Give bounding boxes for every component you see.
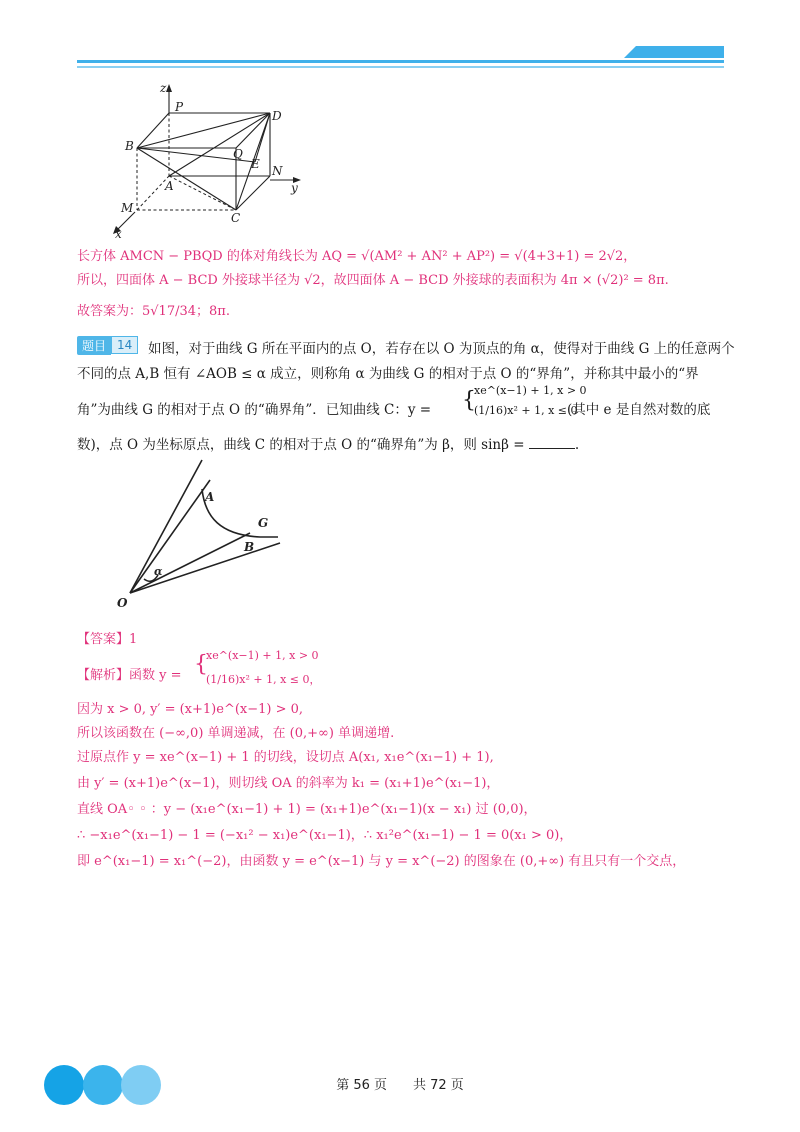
problem-number: 14 bbox=[111, 336, 138, 354]
problem-line-1: 如图，对于曲线 G 所在平面内的点 O，若存在以 O 为顶点的角 α，使得对于曲线 G 上的任意两个 bbox=[148, 341, 735, 357]
analysis-case-2: (1/16)x² + 1, x ≤ 0， bbox=[206, 673, 321, 686]
svg-text:C: C bbox=[231, 211, 241, 225]
cuboid-figure bbox=[105, 80, 320, 240]
solution-line-3: 故答案为：5√17/34；8π. bbox=[77, 304, 230, 319]
svg-text:Q: Q bbox=[233, 147, 243, 161]
problem-line-4: 数)，点 O 为坐标原点，曲线 C 的相对于点 O 的“确界角”为 β，则 sinβ = . bbox=[77, 437, 580, 453]
problem-line-4-text: 数)，点 O 为坐标原点，曲线 C 的相对于点 O 的“确界角”为 β，则 sinβ = bbox=[77, 437, 525, 453]
analysis-label: 【解析】 bbox=[77, 668, 130, 683]
angle-figure bbox=[110, 455, 300, 610]
analysis-case-1: xe^(x−1) + 1, x > 0 bbox=[206, 649, 319, 662]
svg-text:z: z bbox=[160, 81, 167, 95]
analysis-line-5: 直线 OA◦ ◦ ：y − (x₁e^(x₁−1) + 1) = (x₁+1)e^(x₁−1)(x − x₁) 过 (0,0)， bbox=[77, 802, 537, 817]
problem-line-3a: 角”为曲线 G 的相对于点 O 的“确界角”．已知曲线 C：y = bbox=[77, 402, 432, 418]
analysis-line-1: 因为 x > 0, y′ = (x+1)e^(x−1) > 0, bbox=[77, 702, 304, 717]
analysis-line-3: 过原点作 y = xe^(x−1) + 1 的切线，设切点 A(x₁, x₁e^(x₁−1) + 1), bbox=[77, 750, 494, 765]
analysis-line-4: 由 y′ = (x+1)e^(x−1)，则切线 OA 的斜率为 k₁ = (x₁+1)e^(x₁−1)， bbox=[77, 776, 500, 791]
analysis-line-7: 即 e^(x₁−1) = x₁^(−2)，由函数 y = e^(x−1) 与 y = x^(−2) 的图象在 (0,+∞) 有且只有一个交点， bbox=[77, 854, 686, 869]
problem-line-2: 不同的点 A,B 恒有 ∠AOB ≤ α 成立，则称角 α 为曲线 G 的相对于点 O 的“界角”，并称其中最小的“界 bbox=[77, 366, 699, 382]
brace-icon: { bbox=[462, 388, 476, 413]
svg-text:G: G bbox=[258, 516, 269, 530]
problem-case-2: (1/16)x² + 1, x ≤ 0 bbox=[474, 404, 578, 417]
problem-case-1: xe^(x−1) + 1, x > 0 bbox=[474, 384, 587, 397]
svg-text:A: A bbox=[205, 490, 215, 504]
answer-value: 1 bbox=[129, 632, 138, 647]
analysis-brace-icon: { bbox=[194, 652, 208, 677]
answer-line bbox=[77, 628, 137, 647]
answer-blank bbox=[529, 436, 575, 449]
header-band bbox=[0, 0, 800, 80]
problem-line-3b: (其中 e 是自然对数的底 bbox=[567, 402, 711, 418]
page-number: 第 56 页 共 72 页 bbox=[336, 1078, 464, 1093]
answer-label: 【答案】 bbox=[77, 632, 130, 647]
analysis-line-2: 所以该函数在 (−∞,0) 单调递减，在 (0,+∞) 单调递增. bbox=[77, 726, 395, 741]
svg-text:E: E bbox=[251, 157, 260, 171]
solution-line-2: 所以，四面体 A − BCD 外接球半径为 √2，故四面体 A − BCD 外接球的表面积为 4π × (√2)² = 8π. bbox=[77, 273, 669, 288]
analysis-intro-text: 函数 y = bbox=[129, 668, 182, 683]
svg-text:B: B bbox=[125, 139, 134, 153]
svg-text:y: y bbox=[291, 181, 298, 195]
svg-text:M: M bbox=[121, 201, 134, 215]
problem-tag bbox=[77, 336, 138, 354]
analysis-line-6: ∴ −x₁e^(x₁−1) − 1 = (−x₁² − x₁)e^(x₁−1)，∴ x₁²e^(x₁−1) − 1 = 0(x₁ > 0)， bbox=[77, 828, 573, 843]
svg-text:B: B bbox=[244, 540, 255, 554]
svg-text:N: N bbox=[272, 164, 283, 178]
analysis-intro bbox=[77, 664, 182, 683]
svg-text:x: x bbox=[115, 227, 122, 240]
svg-text:α: α bbox=[154, 565, 163, 578]
svg-text:D: D bbox=[272, 109, 282, 123]
problem-tag-label: 题目 bbox=[77, 336, 111, 355]
svg-text:P: P bbox=[175, 100, 184, 114]
svg-text:A: A bbox=[165, 179, 174, 193]
svg-text:O: O bbox=[117, 596, 128, 610]
solution-line-1: 长方体 AMCN − PBQD 的体对角线长为 AQ = √(AM² + AN² + AP²) = √(4+3+1) = 2√2， bbox=[77, 249, 637, 264]
